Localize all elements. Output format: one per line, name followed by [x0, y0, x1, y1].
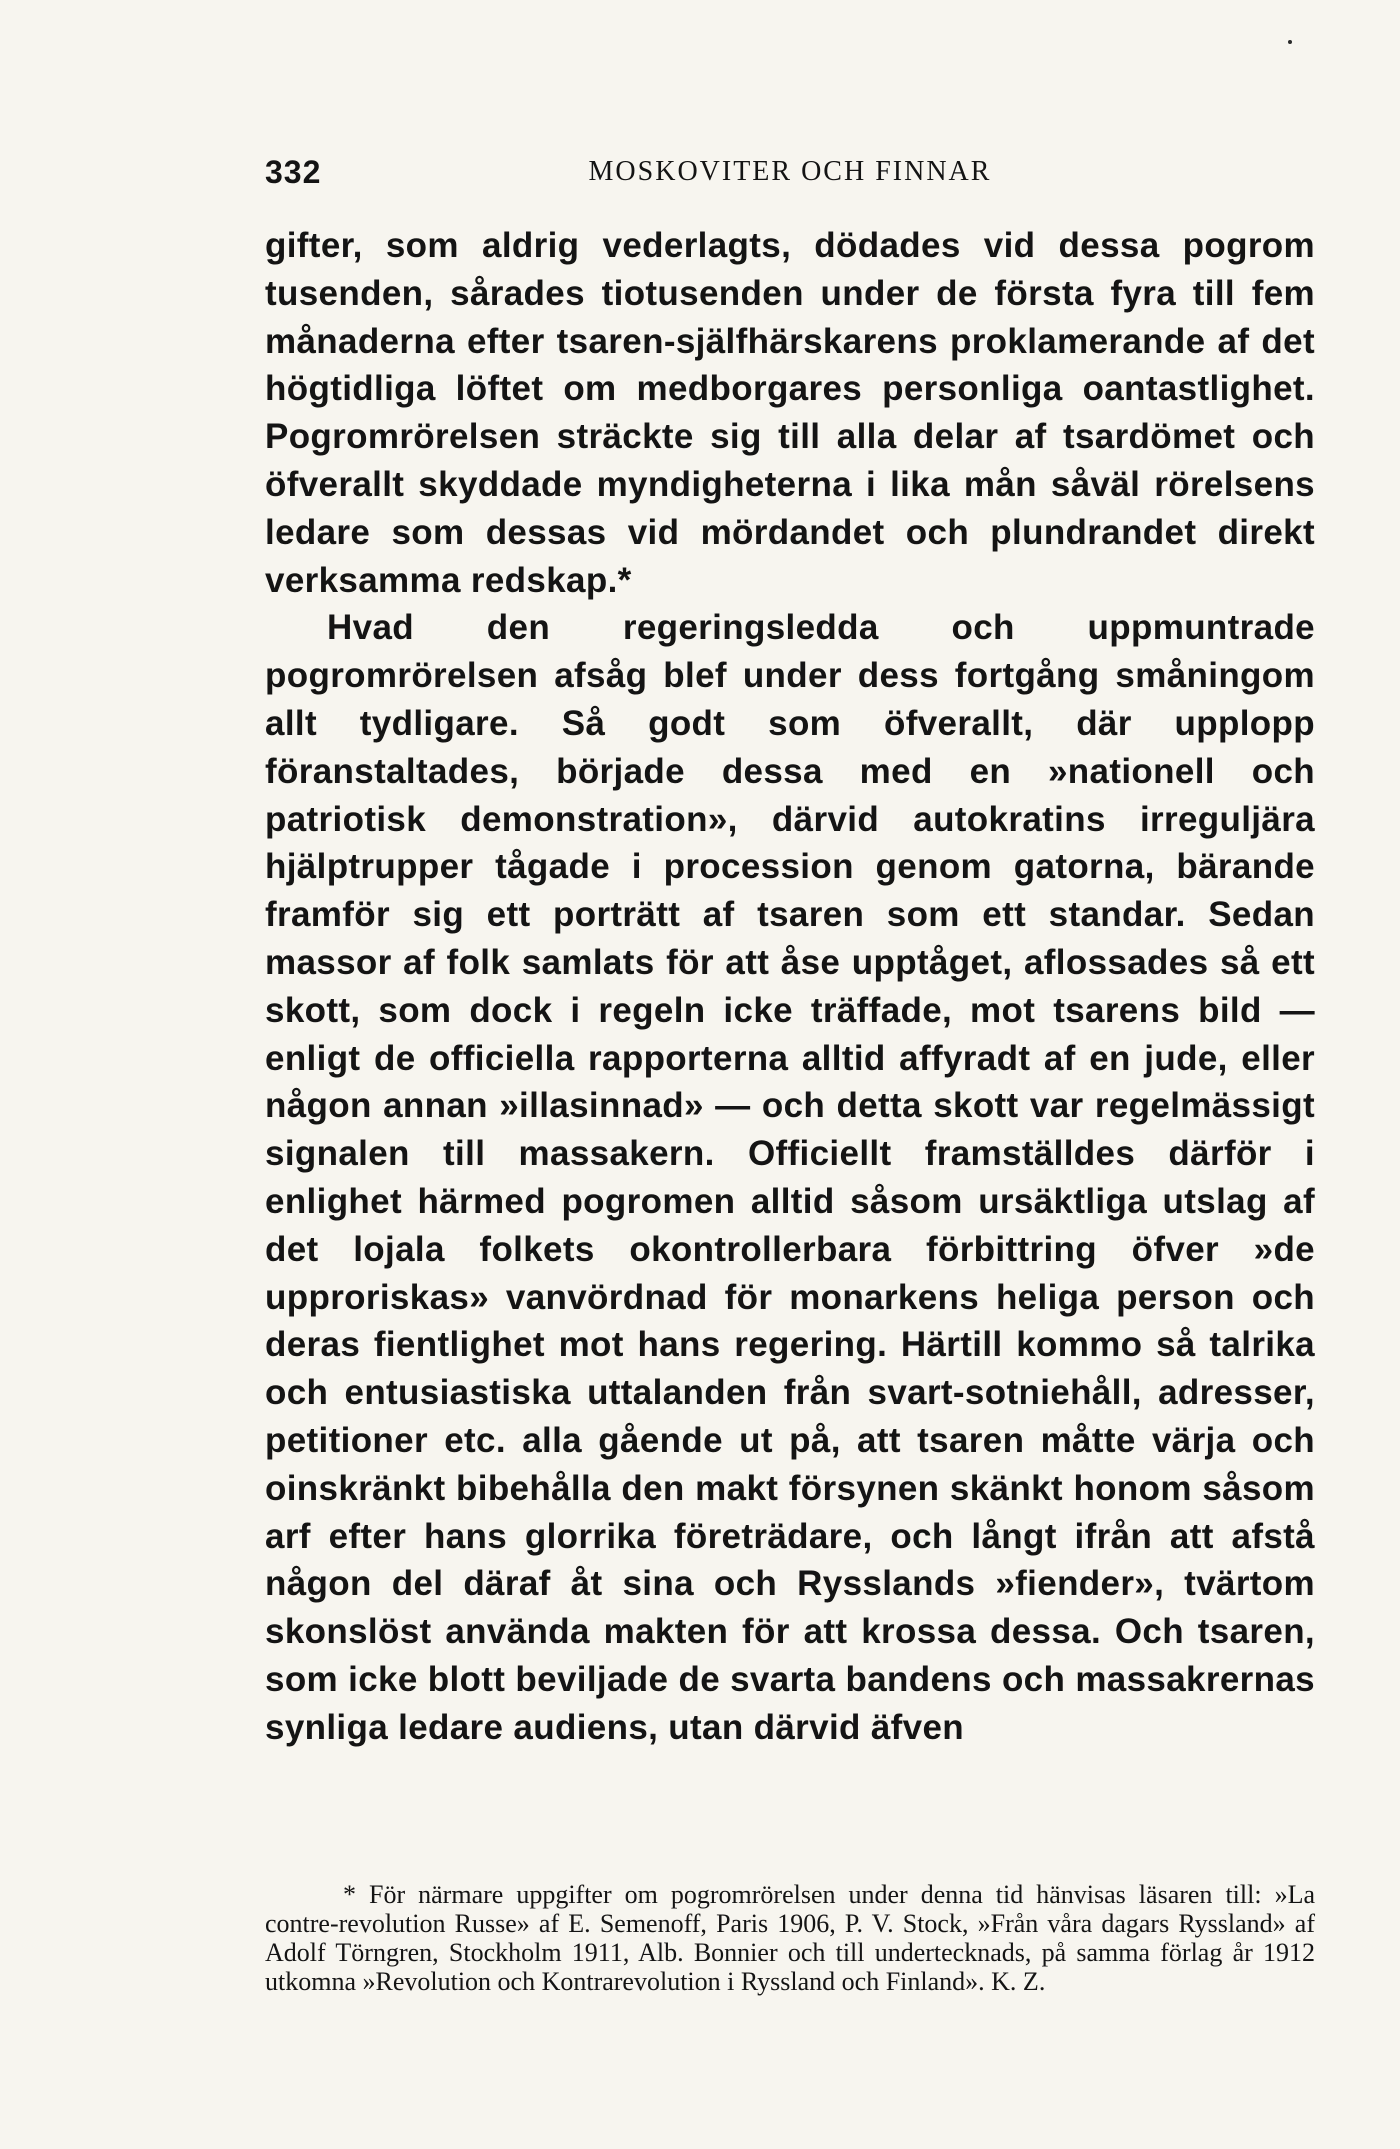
page-header [265, 142, 1315, 202]
page-number: 332 [265, 153, 322, 190]
paragraph-2: Hvad den regeringsledda och uppmuntrade pogromrörelsen afsåg blef under dess fortgång småningom allt tydligare. Så godt som öfverallt, där upplopp föranstaltades, började dessa med en »nationell och patriotisk demonstration», därvid autokratins irreguljära hjälptrupper tågade i procession genom gatorna, bärande framför sig ett porträtt af tsaren som ett standar. Sedan massor af folk samlats för att åse upptåget, aflossades så ett skott, som dock i regeln icke träffade, mot tsarens bild — enligt de officiella rapporterna alltid affyradt af en jude, eller någon annan »illasinnad» — och detta skott var regelmässigt signalen till massakern. Officiellt framställdes därför i enlighet härmed pogromen alltid såsom ursäktliga utslag af det lojala folkets okontrollerbara förbittring öfver »de upproriskas» vanvördnad för monarkens heliga person och deras fientlighet mot hans regering. Härtill kommo så talrika och entusiastiska uttalanden från svart-sotniehåll, adresser, petitioner etc. alla gående ut på, att tsaren måtte värja och oinskränkt bibehålla den makt försynen skänkt honom såsom arf efter hans glorrika företrädare, och långt ifrån att afstå någon del däraf åt sina och Rysslands »fiender», tvärtom skonslöst använda makten för att krossa dessa. Och tsaren, som icke blott beviljade de svarta bandens och massakrernas synliga ledare audiens, utan därvid äfven [265, 608, 1315, 1747]
footnote: * För närmare uppgifter om pogromrörelsen under denna tid hänvisas läsaren till: »La contre-revolution Russe» af E. Semenoff, Paris 1906, P. V. Stock, »Från våra dagars Ryssland» af Adolf Törngren, Stockholm 1911, Alb. Bonnier och till undertecknads, på samma förlag år 1912 utkomna »Revolution och Kontrarevolution i Ryssland och Finland». K. Z. [265, 1880, 1315, 1996]
running-title: MOSKOVITER OCH FINNAR [588, 156, 992, 187]
main-text [265, 222, 1315, 1752]
print-speck [1288, 40, 1292, 44]
paragraph-1: gifter, som aldrig vederlagts, dödades vid dessa pogrom tusenden, sårades tiotusenden under de första fyra till fem månaderna efter tsaren-själfhärskarens proklamerande af det högtidliga löftet om medborgares personliga oantastlighet. Pogromrörelsen sträckte sig till alla delar af tsardömet och öfverallt skyddade myndigheterna i lika mån såväl rörelsens ledare som dessas vid mördandet och plundrandet direkt verksamma redskap.* [265, 226, 1315, 600]
